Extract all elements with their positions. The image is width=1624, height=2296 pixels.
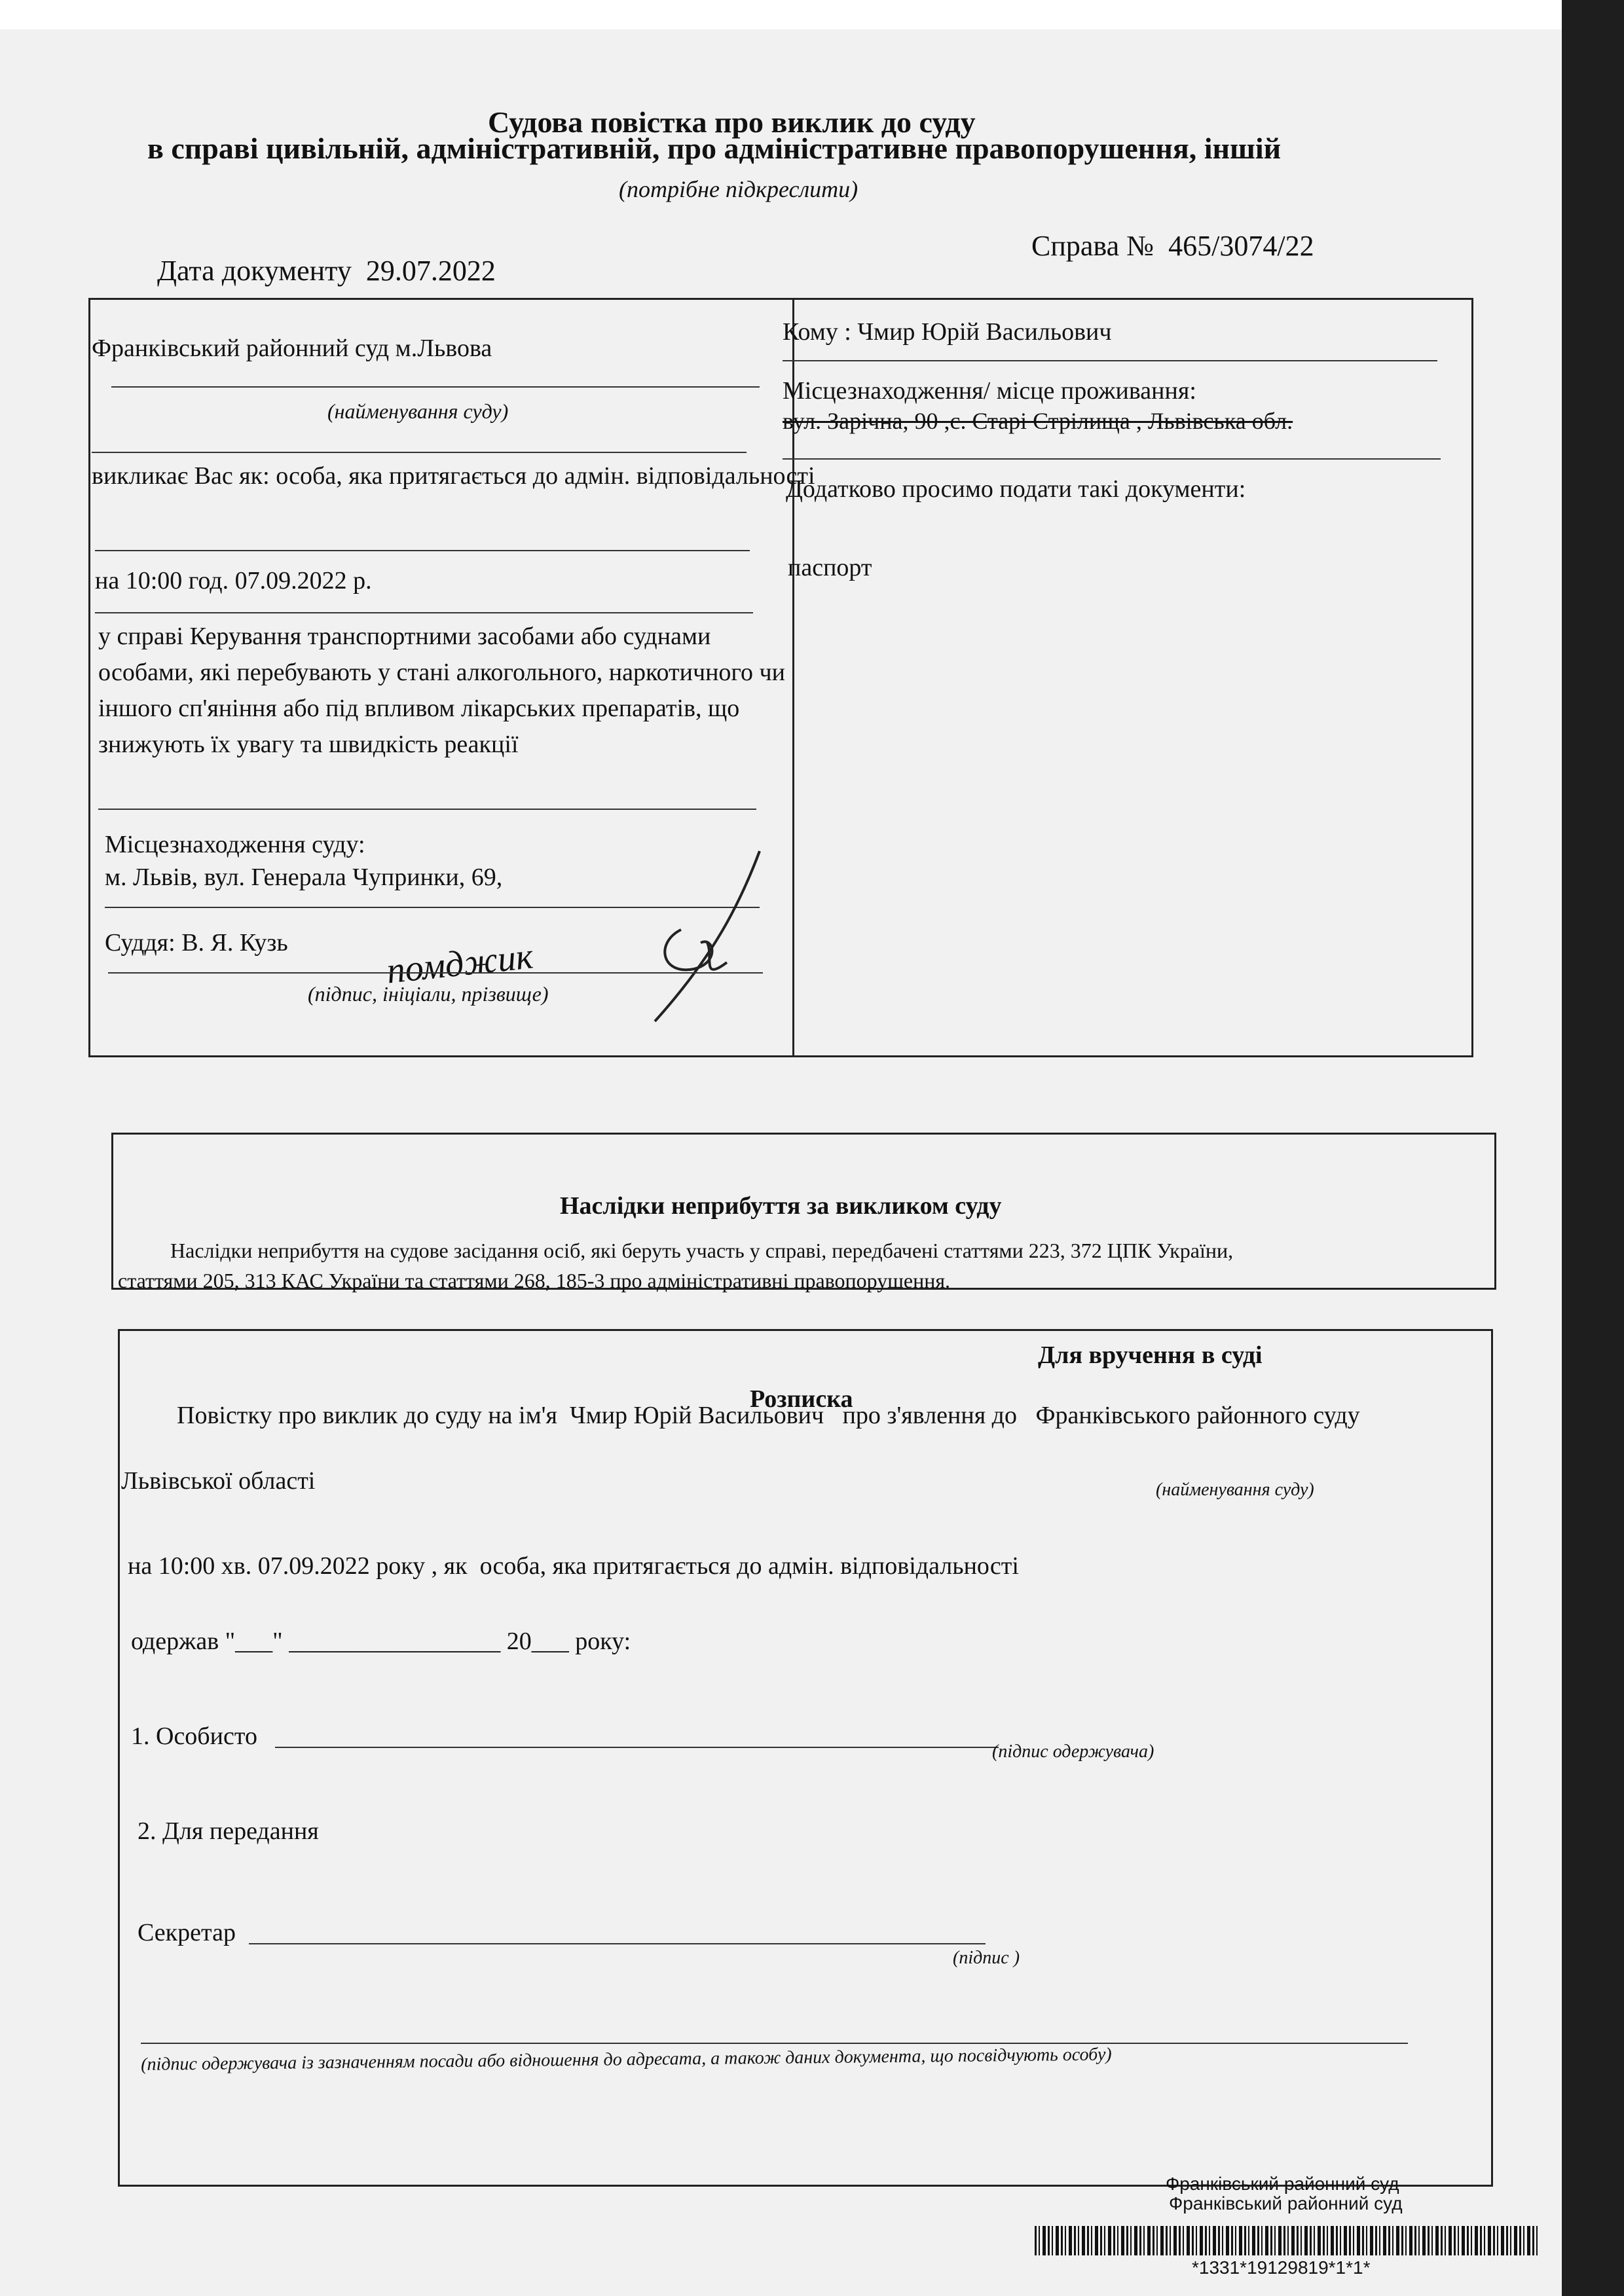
documents-label: Додатково просимо подати такі документи: (786, 475, 1246, 503)
scan-right-edge (1562, 0, 1624, 2296)
documents-value: паспорт (788, 554, 872, 581)
receipt-line1 (177, 1401, 1360, 1430)
received-line: одержав "___" _________________ 20___ року: (131, 1628, 631, 1655)
doc-date (157, 254, 496, 287)
recipient-signature-caption: (підпис одержувача) (992, 1741, 1154, 1762)
court-name-caption: (найменування суду) (327, 399, 509, 423)
for-transfer-label: 2. Для передання (138, 1817, 319, 1845)
summoned-as-line (92, 462, 815, 490)
consequences-text-1: Наслідки неприбуття на судове засідання осіб, які беруть участь у справі, передбачені статтями 223, 372 ЦПК України, (170, 1239, 1234, 1262)
receipt-title: Розписка (750, 1385, 853, 1413)
hearing-time: на 10:00 год. 07.09.2022 р. (95, 567, 372, 594)
title-line2: в справі цивільній, адміністративній, про адміністративне правопорушення, іншій (147, 132, 1282, 165)
separator-2 (95, 550, 750, 551)
case-number (1031, 229, 1314, 263)
secretary-label: Секретар (138, 1919, 236, 1946)
barcode (1035, 2226, 1539, 2255)
separator-3 (95, 612, 753, 613)
stamp-line2: Франківський районний суд (1169, 2193, 1403, 2214)
title-line1: Судова повістка про виклик до суду (488, 105, 976, 139)
case-label: Справа № (1031, 230, 1154, 262)
judge-signature (642, 845, 773, 1028)
summoned-as-value: особа, яка притягається до адмін. відповідальності (276, 462, 815, 490)
barcode-code: *1331*19129819*1*1* (1192, 2257, 1371, 2278)
recipient-line (783, 318, 1111, 346)
receipt-name: Чмир Юрій Васильович (569, 1402, 824, 1429)
receipt-court: Франківського районного суду (1035, 1402, 1360, 1429)
court-name: Франківський районний суд м.Львова (92, 335, 492, 362)
address-label: Місцезнаходження/ місце проживання: (783, 377, 1196, 405)
receipt-time-line (128, 1552, 1019, 1580)
title-note: (потрібне підкреслити) (619, 176, 858, 202)
recipient-label: Кому : (783, 318, 851, 346)
address-value: вул. Зарічна, 90 ,с. Старі Стрілища , Львівська обл. (783, 408, 1293, 434)
signature-caption: (підпис, ініціали, прізвище) (308, 982, 549, 1006)
separator-1 (92, 452, 747, 453)
scan-top-margin (0, 0, 1624, 29)
handwritten-note: помджик (384, 936, 535, 992)
personally-signature-line (275, 1747, 999, 1748)
receipt-prefix: Повістку про виклик до суду на ім'я (177, 1402, 557, 1429)
doc-date-value: 29.07.2022 (365, 255, 496, 287)
receipt-mid: про з'явлення до (842, 1402, 1018, 1429)
signature-line (108, 972, 763, 974)
consequences-text-2: статтями 205, 313 КАС України та статтями 268, 185-3 про адміністративні правопорушення. (118, 1269, 951, 1292)
recipient-name: Чмир Юрій Васильович (857, 318, 1112, 346)
stamp-line1: Франківський районний суд (1166, 2174, 1399, 2194)
court-location-label: Місцезнаходження суду: (105, 831, 365, 858)
bottom-signature-line (141, 2043, 1408, 2044)
secretary-caption: (підпис ) (953, 1948, 1020, 1968)
bottom-caption: (підпис одержувача із зазначенням посади або відношення до адресата, а також даних документа, що посвідчують особу) (141, 2044, 1112, 2075)
court-location: м. Львів, вул. Генерала Чупринки, 69, (105, 864, 503, 891)
consequences-title: Наслідки неприбуття за викликом суду (560, 1192, 1002, 1220)
judge-name: Суддя: В. Я. Кузь (105, 929, 288, 957)
address-underline (783, 458, 1441, 460)
for-court-label: Для вручення в суді (1038, 1341, 1263, 1369)
receipt-court-caption: (найменування суду) (1156, 1480, 1314, 1500)
court-name-underline (111, 386, 760, 388)
receipt-line2: Львівської області (121, 1467, 316, 1495)
separator-4 (98, 809, 756, 810)
case-number-value: 465/3074/22 (1168, 230, 1314, 262)
case-subject: у справі Керування транспортними засобами або суднами особами, які перебувають у стані алкогольного, наркотичного чи іншого сп'яніння або під впливом лікарських препаратів, що знижують їх увагу та швидкість реакції (98, 623, 785, 758)
recipient-underline (783, 360, 1437, 361)
doc-date-label: Дата документу (157, 255, 352, 287)
personally-label: 1. Особисто (131, 1722, 257, 1750)
summoned-as-label: викликає Вас як: (92, 462, 270, 490)
receipt-role: особа, яка притягається до адмін. відповідальності (479, 1552, 1019, 1580)
receipt-time: на 10:00 хв. 07.09.2022 року , як (128, 1552, 468, 1580)
secretary-signature-line (249, 1943, 986, 1944)
